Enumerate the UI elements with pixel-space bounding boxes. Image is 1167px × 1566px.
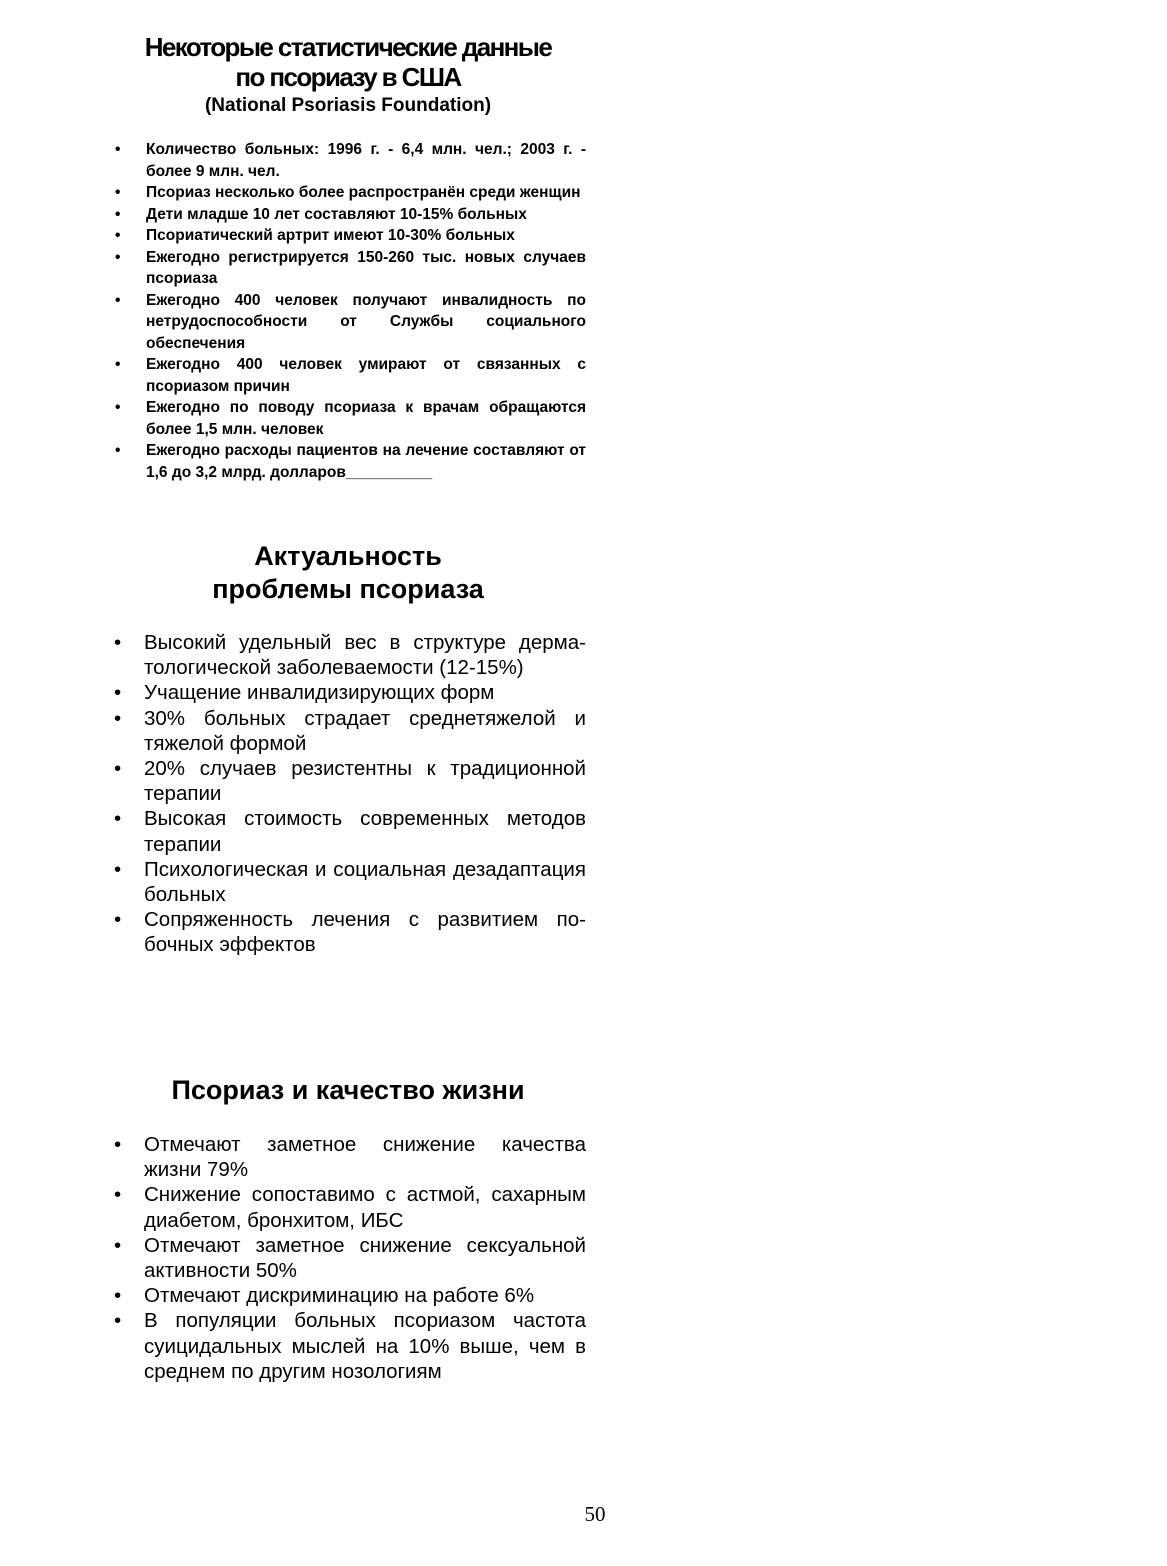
bullet-icon: • (114, 857, 122, 881)
list-item (110, 247, 586, 290)
bullet-icon: • (115, 291, 121, 309)
bullet-icon: • (114, 908, 122, 932)
bullet-icon: • (114, 631, 122, 654)
list-item (110, 290, 586, 355)
list-item (110, 706, 586, 756)
list-item-text: Дети младше 10 лет составляют 10-15% больных (146, 205, 527, 223)
list-item (110, 630, 586, 680)
list-item-text: Высокая стоимость современных методов терапии (144, 807, 586, 856)
list-item-text: Отмечают заметное снижение сексуальной активности 50% (144, 1233, 586, 1283)
list-item-text: Снижение сопоставимо с астмой, сахарным диабетом, бронхитом, ИБС (144, 1183, 586, 1232)
list-item-text: В популяции больных псориазом частота суицидальных мыслей на 10% выше, чем в среднем по другим нозологиям (144, 1309, 586, 1383)
list-item (110, 440, 586, 483)
title-line: проблемы псориаза (212, 574, 484, 604)
title-line: Актуальность (254, 541, 442, 571)
list-item-text: Количество больных: 1996 г. - 6,4 млн. чел.; 2003 г. - более 9 млн. чел. (146, 141, 586, 180)
relevance-list (110, 630, 586, 958)
list-item-text: Ежегодно расходы пациентов на лечение составляют от 1,6 до 3,2 млрд. долларов__________ (146, 442, 586, 481)
list-item (110, 225, 586, 247)
section-statistics (110, 32, 586, 483)
list-item (110, 857, 586, 907)
list-item (110, 806, 586, 856)
bullet-icon: • (115, 399, 121, 416)
bullet-icon: • (115, 248, 121, 266)
bullet-icon: • (115, 356, 121, 373)
list-item-text: Высокий удельный вес в структуре дерматологической заболеваемости (12-15%) (144, 631, 586, 680)
quality-of-life-list (110, 1132, 586, 1384)
bullet-icon: • (114, 1284, 122, 1308)
list-item (110, 204, 586, 226)
bullet-icon: • (114, 706, 122, 730)
list-item (110, 139, 586, 182)
list-item (110, 182, 586, 204)
list-item (110, 1132, 586, 1182)
list-item-text: Психологическая и социальная дезадаптация больных (144, 857, 586, 907)
section-title-statistics (110, 32, 586, 92)
title-line: Некоторые статистические данные (144, 32, 552, 62)
bullet-icon: • (114, 1309, 122, 1333)
list-item (110, 1233, 586, 1283)
bullet-icon: • (114, 807, 122, 831)
list-item-text: 30% больных страдает среднетяжелой и тяжелой формой (144, 706, 586, 755)
section-title-relevance (110, 540, 586, 606)
list-item-text: Ежегодно 400 человек умирают от связанных с псориазом причин (146, 356, 586, 395)
list-item (110, 756, 586, 806)
bullet-icon: • (115, 141, 121, 158)
statistics-list (110, 139, 586, 483)
bullet-icon: • (114, 1233, 122, 1257)
title-line: по псориазу в США (235, 62, 461, 92)
section-quality-of-life (110, 1074, 586, 1384)
bullet-icon: • (115, 442, 121, 459)
list-item-text: Учащение инвалидизирующих форм (144, 681, 495, 705)
section-subtitle: (National Psoriasis Foundation) (204, 95, 492, 116)
bullet-icon: • (114, 1183, 122, 1207)
list-item-text: Ежегодно по поводу псориаза к врачам обращаются более 1,5 млн. человек (146, 399, 586, 438)
page-number: 50 (584, 1502, 606, 1526)
list-item-text: Отмечают дискриминацию на работе 6% (144, 1284, 535, 1308)
bullet-icon: • (114, 757, 122, 781)
list-item (110, 397, 586, 440)
list-item (110, 680, 586, 705)
list-item (110, 1283, 586, 1308)
list-item (110, 1308, 586, 1384)
list-item-text: Ежегодно регистрируется 150-260 тыс. новых случаев псориаза (146, 248, 586, 287)
list-item-text: Псориатический артрит имеют 10-30% больных (146, 227, 515, 244)
bullet-icon: • (115, 227, 121, 244)
bullet-icon: • (115, 184, 121, 201)
list-item-text: Псориаз несколько более распространён среди женщин (146, 184, 581, 201)
list-item (110, 1182, 586, 1232)
bullet-icon: • (114, 1133, 122, 1156)
bullet-icon: • (114, 681, 122, 705)
list-item-text: Сопряженность лечения с развитием побочных эффектов (144, 908, 586, 957)
list-item-text: 20% случаев резистентны к традиционной терапии (144, 757, 586, 806)
bullet-icon: • (115, 205, 121, 223)
list-item (110, 907, 586, 957)
list-item-text: Отмечают заметное снижение качества жизни 79% (144, 1133, 586, 1182)
section-relevance (110, 540, 586, 958)
section-title-quality-of-life: Псориаз и качество жизни (171, 1075, 525, 1105)
list-item (110, 354, 586, 397)
list-item-text: Ежегодно 400 человек получают инвалидность по нетрудоспособности от Службы социального обеспечения (146, 291, 586, 352)
